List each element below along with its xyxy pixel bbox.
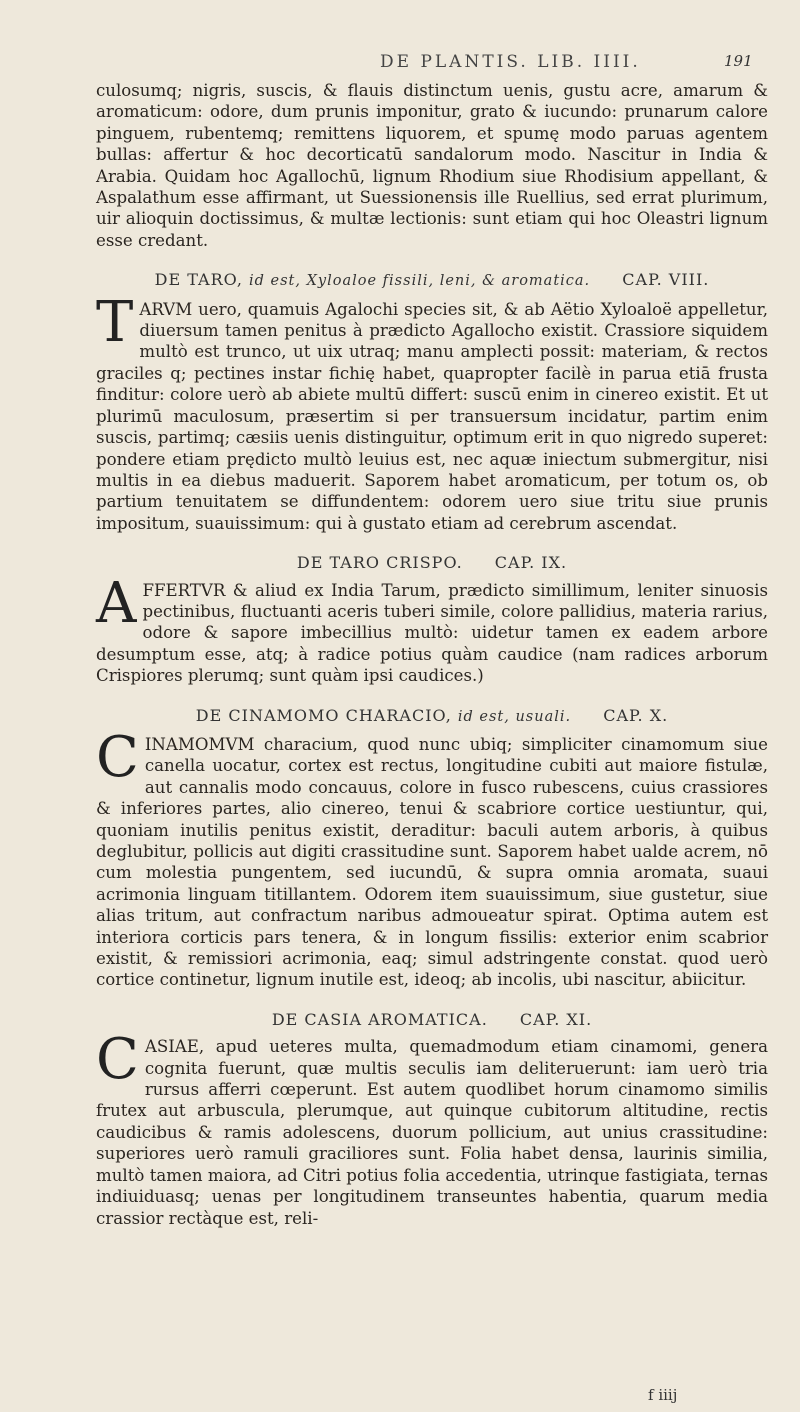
paragraph-casia — [96, 1027, 768, 1229]
drop-initial: C — [96, 1027, 139, 1093]
paragraph-tarum — [96, 289, 768, 534]
signature-mark: f iiij — [648, 1386, 678, 1404]
chapter-number: CAP. IX. — [494, 553, 568, 573]
chapter-heading-cinamomo — [96, 705, 768, 728]
chapter-heading-casia — [96, 1009, 768, 1030]
folio-number: 191 — [724, 52, 753, 70]
heading-label: DE CASIA AROMATICA. — [271, 1009, 488, 1029]
chapter-heading-crispo — [96, 552, 768, 573]
running-head: DE PLANTIS. LIB. IIII. — [380, 52, 641, 72]
page-header — [0, 52, 800, 82]
chapter-number: CAP. XI. — [519, 1009, 593, 1029]
chapter-heading-tarum — [96, 269, 768, 292]
drop-initial: T — [96, 289, 134, 355]
heading-subtitle: id est, usuali. — [457, 708, 572, 725]
paragraph-crispo — [96, 570, 768, 687]
paragraph-cinamomo — [96, 724, 768, 991]
paragraph-text: ARVM uero, quamuis Agalochi species sit, & ab Aëtio Xyloaloë appelletur, diuersum tamen penitus à prædicto Agallocho existit. Crassiore siquidem multò est trunco, ut uix utraq; manu amplecti possit: materiam, & rectos graciles q; pectines instar fichię habet, quapropter facilè in parua etiā frusta finditur: colore uerò ab abiete multū differt: suscū enim in cinereo existit. Et ut plurimū maculosum, præsertim si per transuersum incidatur, partim enim suscis, partimq; cæsiis uenis distinguitur, optimum erit in quo nigredo superet: pondere etiam prędicto multò leuius est, nec aquæ iniectum submergitur, nisi multis in ea diebus maduerit. Saporem habet aromaticum, per totum os, ob partium tenuitatem se diffundentem: odorem uero siue tritu siue prunis impositum, suauissimum: qui à gustato etiam ad cerebrum ascendat. — [96, 299, 768, 533]
heading-label: DE TARO CRISPO. — [296, 553, 463, 573]
drop-initial: A — [96, 570, 137, 636]
paragraph-text: INAMOMVM characium, quod nunc ubiq; simpliciter cinamomum siue canella uocatur, cortex est rectus, longitudine cubiti aut maiore fistulæ, aut cannalis modo concauus, colore in fusco rubescens, cuius crassiores & inferiores partes, alio cinereo, tenui & scabriore cortice uestiuntur, qui, quoniam inutilis penitus existit, deraditur: baculi autem arboris, à quibus deglubitur, pollicis aut digiti crassitudine sunt. Saporem habet ualde acrem, nō cum molestia pungentem, sed iucundū, & supra omnia aromata, suaui acrimonia linguam titillantem. Odorem item suauissimum, siue gustetur, siue alias tritum, aut confractum naribus admoueatur spirat. Optima autem est interiora corticis pars tenera, & in longum fissilis: exterior enim scabrior existit, & remissiori acrimonia, eaq; simul adstringente constat. quod uerò cortice continetur, lignum inutile est, ideoq; ab incolis, ubi nascitur, abiicitur. — [96, 734, 768, 990]
chapter-number: CAP. X. — [603, 705, 669, 725]
paragraph-text: FFERTVR & aliud ex India Tarum, prædicto simillimum, leniter sinuosis pectinibus, fluctuanti aceris tuberi simile, colore pallidius, materia rarius, odore & sapore imbecillius multò: uidetur tamen ex eadem arbore desumptum esse, atq; à radice potius quàm caudice (nam radices arborum Crispiores plerumq; sunt quàm ipsi caudices.) — [96, 580, 768, 686]
heading-subtitle: id est, Xyloaloe fissili, leni, & aromatica. — [249, 273, 591, 290]
paragraph-text: ASIAE, apud ueteres multa, quemadmodum etiam cinamomi, genera cognita fuerunt, quæ multis seculis iam deliteruerunt: iam uerò tria rursus afferri cœperunt. Est autem quodlibet horum cinamomo similis frutex aut arbuscula, plerumque, aut quinque cubitorum altitudine, rectis caudicibus & ramis adolescens, duorum pollicium, aut unius crassitudine: superiores uerò ramuli graciliores sunt. Folia habet densa, laurinis similia, multò tamen maiora, ad Citri potius folia accedentia, utrinque fastigiata, ternas indiuiduasq; uenas per longitudinem transeuntes habentia, quarum media crassior rectàque est, reli- — [96, 1037, 768, 1228]
chapter-number: CAP. VIII. — [622, 270, 710, 290]
page-body — [96, 80, 768, 1229]
heading-label: DE CINAMOMO CHARACIO, — [195, 705, 452, 725]
paragraph-intro: culosumq; nigris, suscis, & flauis distinctum uenis, gustu acre, amarum & aromaticum: odore, dum prunis imponitur, grato & iucundo: prunarum calore pinguem, rubentemq; remittens liquorem, et spumę modo paruas agentem bullas: affertur & hoc decorticatū sandalorum modo. Nascitur in India & Arabia. Quidam hoc Agallochū, lignum Rhodium siue Rhodisium appellant, & Aspalathum esse affirmant, ut Suessionensis ille Ruellius, sed errat plurimum, uir alioquin doctissimus, & multæ lectionis: sunt etiam qui hoc Oleastri lignum esse credant. — [96, 81, 768, 250]
drop-initial: C — [96, 724, 139, 790]
heading-label: DE TARO, — [154, 270, 243, 290]
